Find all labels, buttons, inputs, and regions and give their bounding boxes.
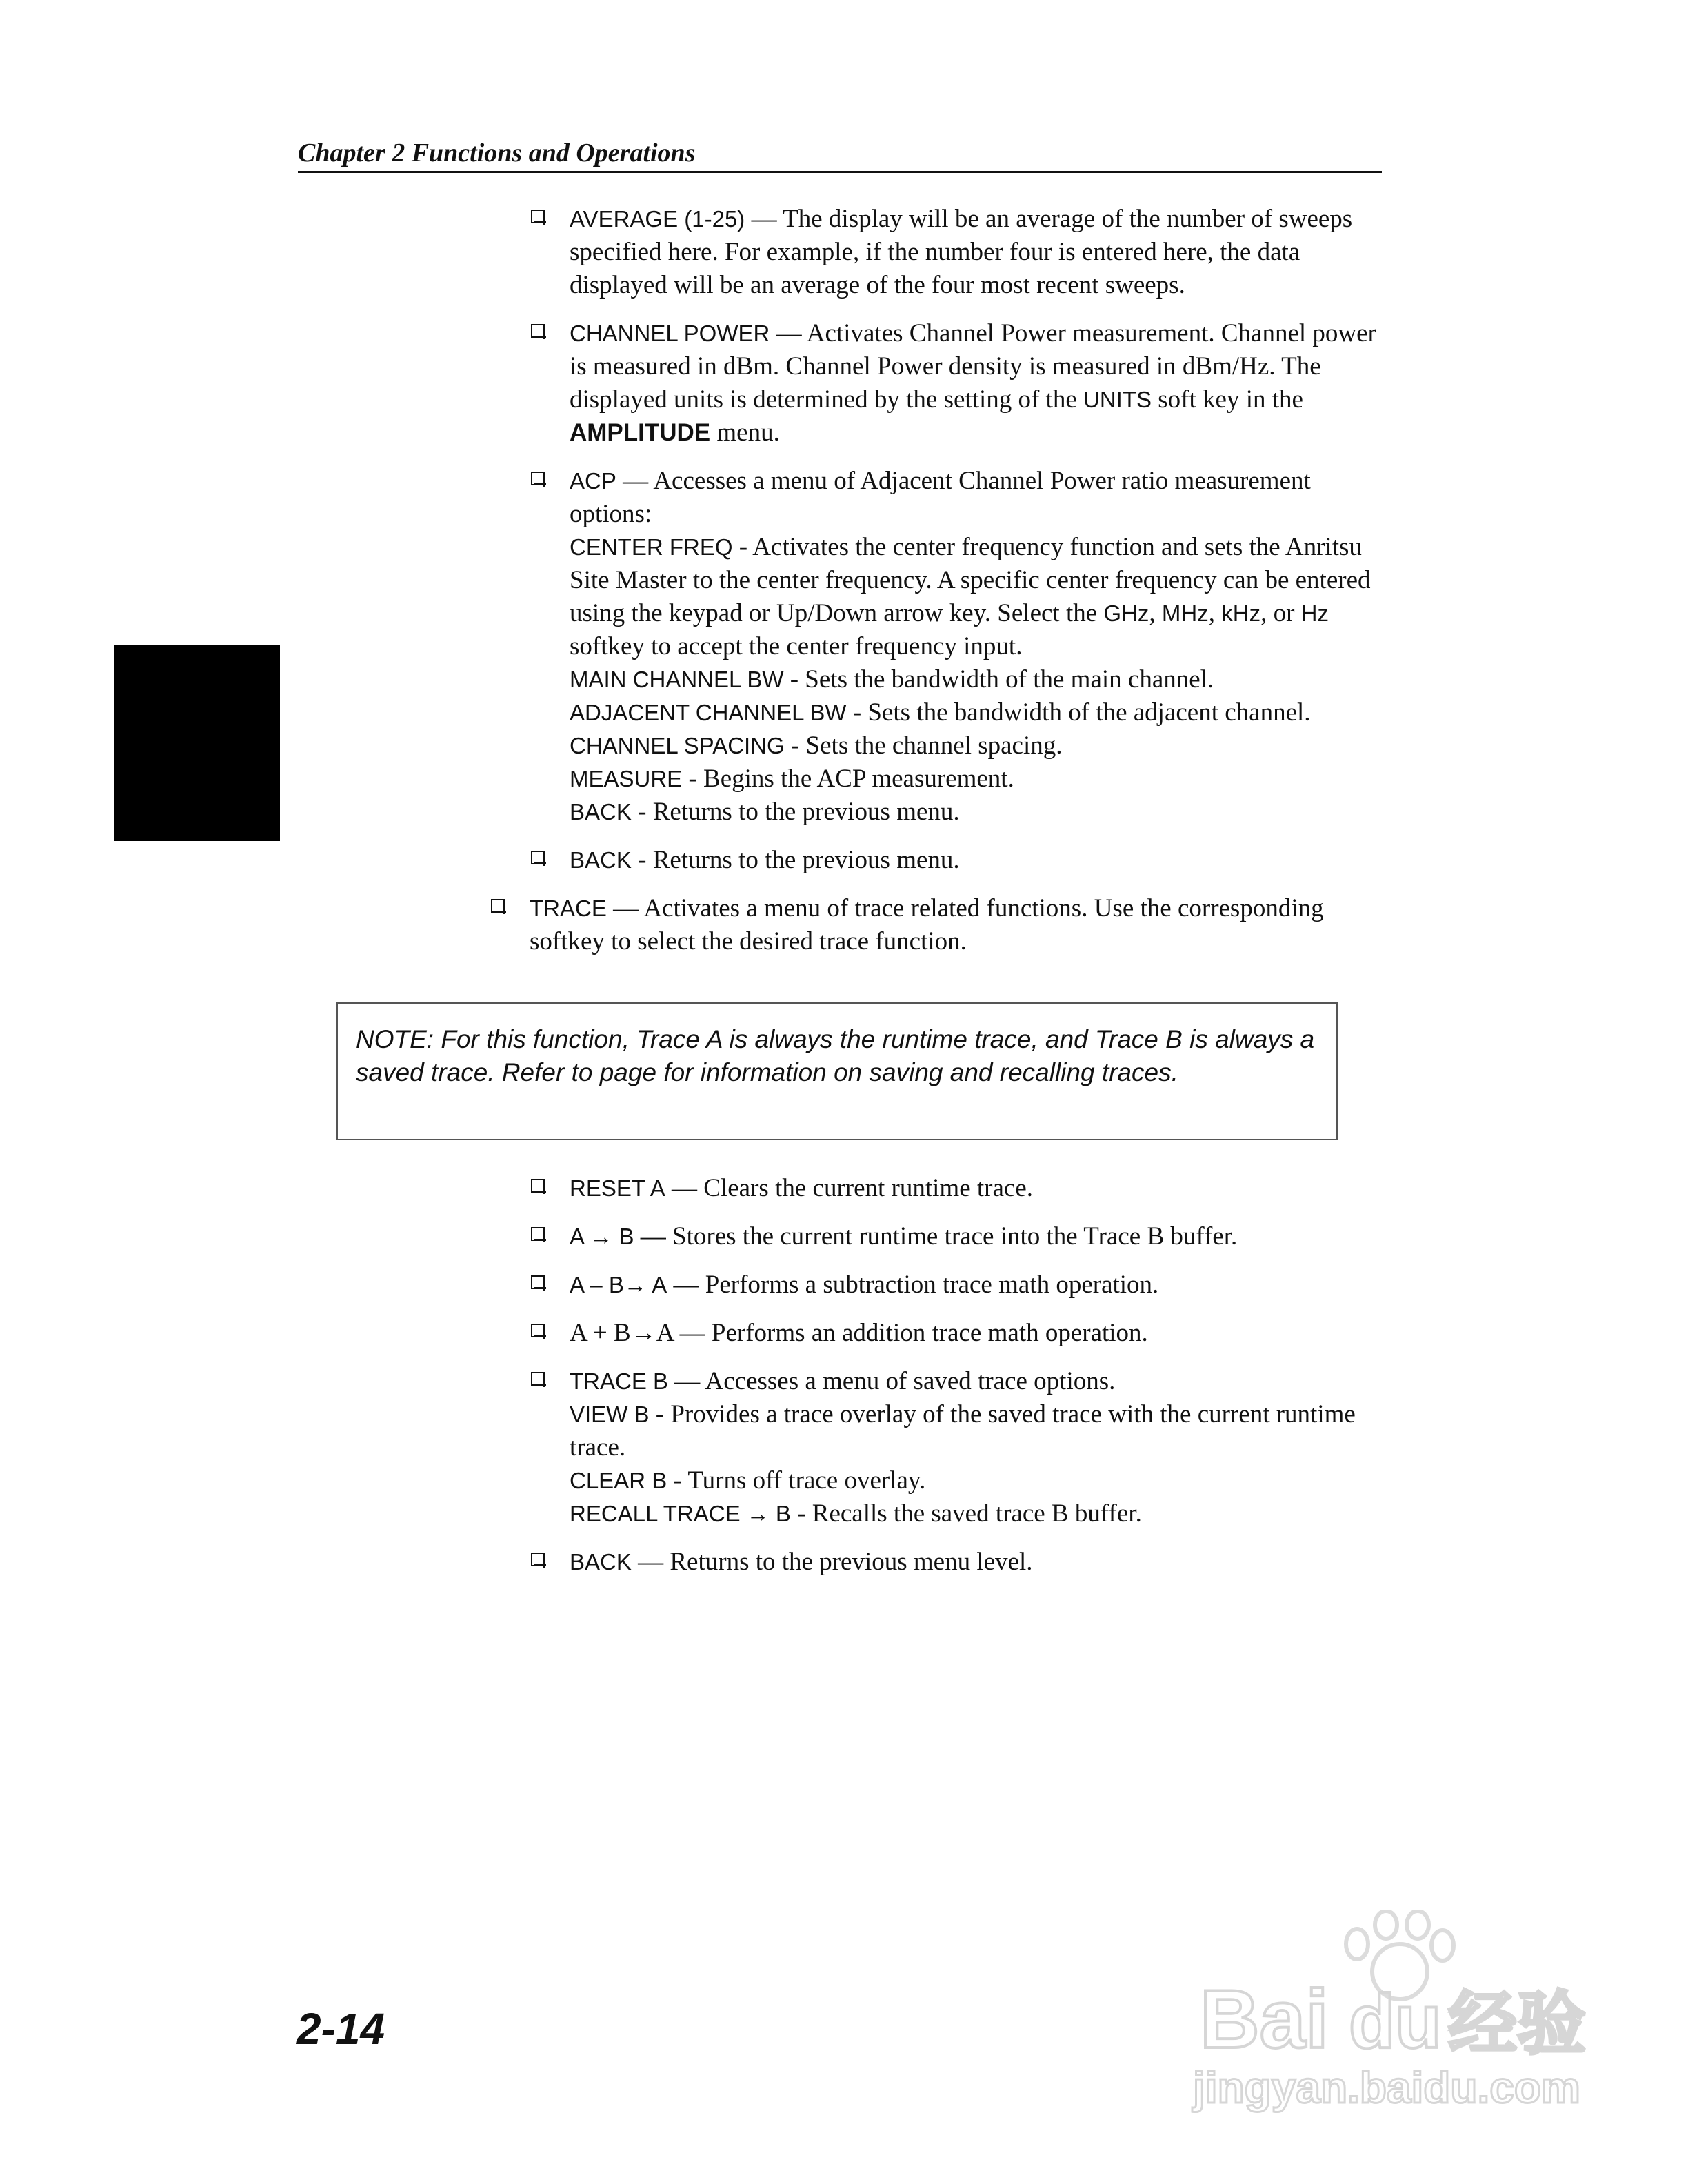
list-item-a-to-b: A → B — Stores the current runtime trace into the Trace B buffer.	[531, 1220, 1386, 1253]
acp-sub-main-channel-bw: MAIN CHANNEL BW - Sets the bandwidth of the main channel.	[570, 665, 1214, 694]
acp-sub-center-freq: CENTER FREQ - Activates the center frequency function and sets the Anritsu Site Master to the center frequency. A specific center frequency can be entered using the keypad or Up/Down arrow key. Select the GHz, MHz, kHz, or Hz softkey to accept the center frequency input.	[570, 533, 1371, 660]
list-item-back-level: BACK — Returns to the previous menu level.	[531, 1546, 1386, 1579]
trace-b-sub-view-b: VIEW B - Provides a trace overlay of the saved trace with the current runtime trace.	[570, 1400, 1356, 1462]
watermark-brand2: du	[1349, 1979, 1442, 2064]
list-item-average: AVERAGE (1-25) — The display will be an average of the number of sweeps specified here. For example, if the number four is entered here, the data displayed will be an average of the four most recent sweeps.	[531, 203, 1386, 302]
checkbox-icon	[531, 1227, 545, 1241]
list-item-a-plus-b: A + B→A — Performs an addition trace math operation.	[531, 1317, 1386, 1350]
note-box: NOTE: For this function, Trace A is always the runtime trace, and Trace B is always a saved trace. Refer to page for information on saving and recalling traces.	[336, 1002, 1338, 1140]
checkbox-icon	[531, 1179, 545, 1193]
checkbox-icon	[531, 851, 545, 865]
watermark-brand: Bai	[1200, 1973, 1329, 2065]
chapter-tab-marker	[114, 645, 280, 841]
chapter-header: Chapter 2 Functions and Operations	[298, 138, 1382, 173]
acp-sub-adjacent-channel-bw: ADJACENT CHANNEL BW - Sets the bandwidth of the adjacent channel.	[570, 698, 1311, 727]
list-item-trace: TRACE — Activates a menu of trace related functions. Use the corresponding softkey to select the desired trace function.	[491, 892, 1386, 958]
trace-b-sub-recall: RECALL TRACE → B - Recalls the saved trace B buffer.	[570, 1499, 1142, 1528]
watermark-url: jingyan.baidu.com	[1193, 2063, 1580, 2112]
checkbox-icon	[491, 899, 505, 913]
watermark-cn: 经验	[1448, 1983, 1586, 2064]
list-item-reset-a: RESET A — Clears the current runtime trace.	[531, 1172, 1386, 1205]
checkbox-icon	[531, 210, 545, 223]
checkbox-icon	[531, 1324, 545, 1337]
checkbox-icon	[531, 472, 545, 485]
acp-sub-measure: MEASURE - Begins the ACP measurement.	[570, 765, 1014, 793]
acp-sub-channel-spacing: CHANNEL SPACING - Sets the channel spacing.	[570, 731, 1063, 760]
list-item-back: BACK - Returns to the previous menu.	[531, 844, 1386, 877]
acp-sub-back: BACK - Returns to the previous menu.	[570, 798, 960, 826]
list-item-acp: ACP — Accesses a menu of Adjacent Channel Power ratio measurement options: CENTER FREQ - Activates the center frequency function and sets the Anritsu Site Master to the center frequency. A specific center frequency can be entered using the keypad or Up/Down arrow key. Select the GHz, MHz, kHz, or Hz softkey to accept the center frequency input. MAIN CHANNEL BW - Sets the bandwidth of the main channel. ADJACENT CHANNEL BW - Sets the bandwidth of the adjacent channel. CHANNEL SPACING - Sets the channel spacing. MEASURE - Begins the ACP measurement. BACK - Returns to the previous menu.	[531, 465, 1386, 829]
amplitude-options-list	[531, 203, 1386, 973]
units-key: UNITS	[1083, 387, 1152, 412]
list-item-trace-b: TRACE B — Accesses a menu of saved trace options. VIEW B - Provides a trace overlay of the saved trace with the current runtime trace. CLEAR B - Turns off trace overlay. RECALL TRACE → B - Recalls the saved trace B buffer.	[531, 1365, 1386, 1530]
checkbox-icon	[531, 324, 545, 338]
checkbox-icon	[531, 1275, 545, 1289]
checkbox-icon	[531, 1553, 545, 1566]
list-item-channel-power: CHANNEL POWER — Activates Channel Power measurement. Channel power is measured in dBm. Channel Power density is measured in dBm/Hz. The displayed units is determined by the setting of the UNITS soft key in the AMPLITUDE menu.	[531, 317, 1386, 449]
checkbox-icon	[531, 1372, 545, 1386]
trace-b-sub-clear-b: CLEAR B - Turns off trace overlay.	[570, 1466, 926, 1495]
page-number: 2-14	[297, 2004, 385, 2054]
baidu-watermark	[1172, 1910, 1614, 2116]
trace-options-list	[531, 1172, 1386, 1594]
amplitude-menu-key: AMPLITUDE	[570, 419, 711, 446]
list-item-a-minus-b: A – B→ A — Performs a subtraction trace math operation.	[531, 1268, 1386, 1302]
